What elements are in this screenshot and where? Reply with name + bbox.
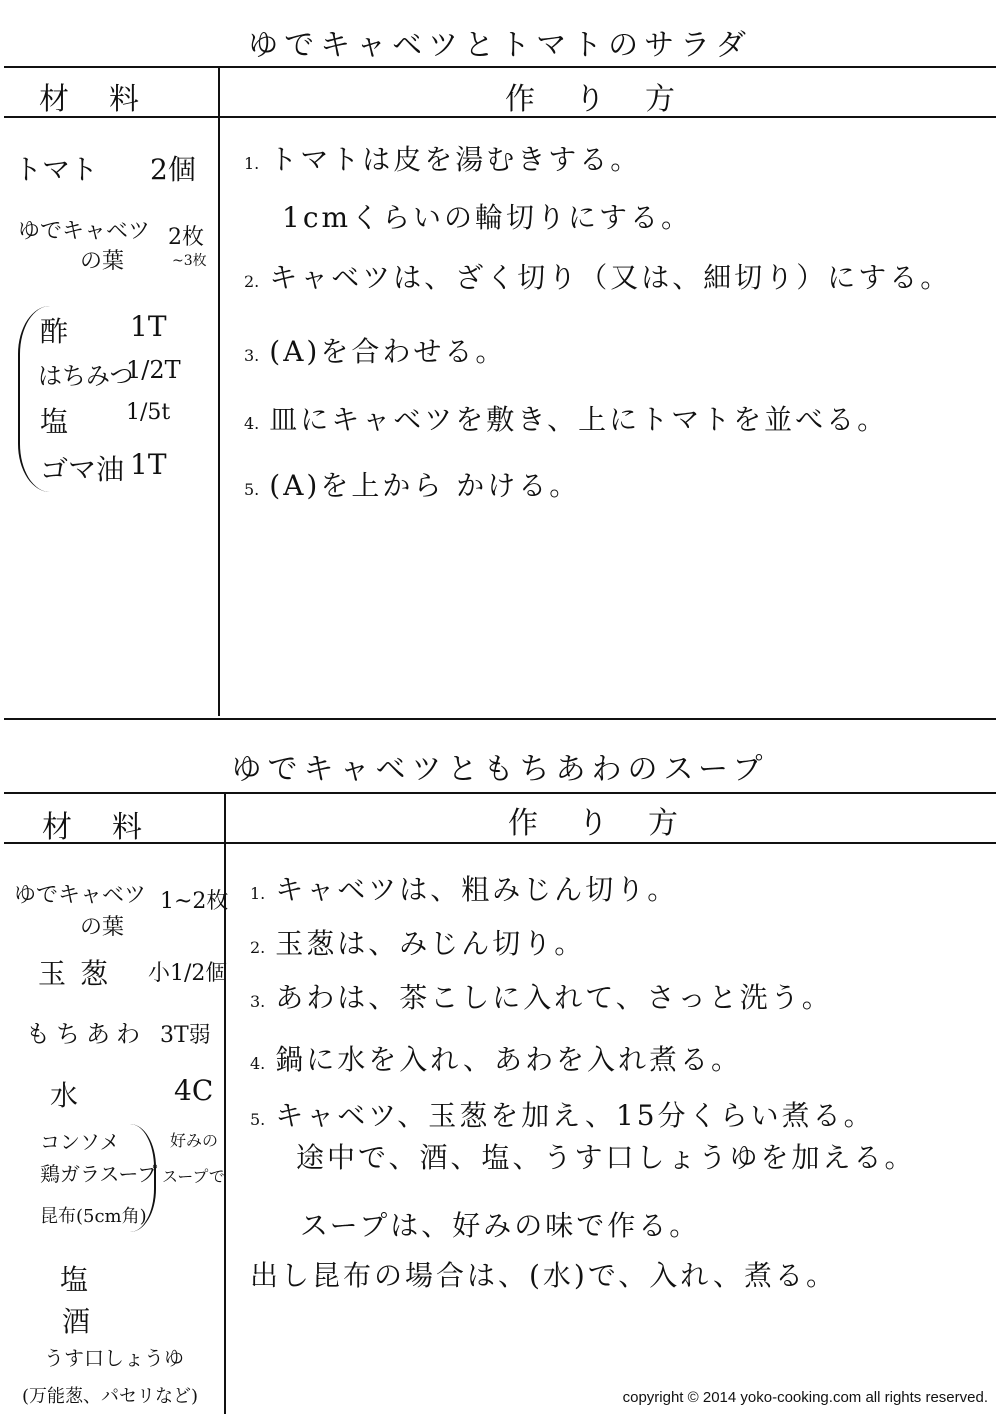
seasoning: (万能葱、パセリなど) [22, 1386, 199, 1407]
sauce-amount: 1T [130, 448, 167, 481]
soup-base-note: 好みの [170, 1131, 219, 1150]
copyright-notice: copyright © 2014 yoko-cooking.com all rights reserved. [622, 1389, 988, 1406]
sauce-name: ゴマ油 [40, 453, 125, 486]
step: 3. あわは、茶こしに入れて、さっと洗う。 [250, 981, 833, 1014]
divider [4, 66, 996, 68]
soup-base-item: コンソメ [40, 1130, 120, 1154]
recipe2-title: ゆでキャベツともちあわのスープ [231, 752, 769, 787]
ingredient-name: 水 [50, 1079, 79, 1112]
ingredient-amount: 小1/2個 [148, 961, 228, 986]
ingredient-name: ゆでキャベツ [18, 219, 151, 244]
step: 出し昆布の場合は、(水)で、入れ、煮る。 [250, 1259, 837, 1292]
soup-base-item: 鶏ガラスープ [40, 1162, 158, 1186]
seasoning: 酒 [62, 1305, 91, 1338]
step: 5. (A)を上から かける。 [244, 469, 581, 502]
divider [4, 792, 996, 794]
ingredient-amount: 4C [174, 1074, 214, 1107]
ingredient-name: もちあわ [26, 1020, 146, 1048]
soup-base-bracket [130, 1124, 156, 1232]
sauce-name: 塩 [40, 405, 69, 438]
recipe1-title: ゆでキャベツとトマトのサラダ [248, 28, 752, 63]
ingredient-name: 玉葱 [38, 957, 123, 990]
seasoning: 塩 [60, 1263, 89, 1296]
ingredient-amount: 3T弱 [160, 1023, 211, 1048]
ingredient-name: の葉 [80, 915, 125, 940]
ingredients-header: 材料 [39, 82, 179, 117]
sauce-amount: 1T [130, 310, 167, 343]
method-header: 作り方 [505, 82, 715, 117]
step: 2. 玉葱は、みじん切り。 [250, 927, 586, 960]
ingredient-name: ゆでキャベツ [14, 883, 147, 908]
ingredient-name: トマト [14, 153, 99, 186]
step: 1cmくらいの輪切りにする。 [282, 201, 693, 234]
sauce-amount: 1/2T [126, 356, 181, 384]
ingredients-header: 材料 [42, 810, 182, 845]
step: 5. キャベツ、玉葱を加え、15分くらい煮る。 [250, 1099, 875, 1132]
step: 途中で、酒、塩、うす口しょうゆを加える。 [296, 1141, 916, 1174]
step: 3. (A)を合わせる。 [244, 335, 507, 368]
ingredient-amount: ~3枚 [172, 253, 207, 269]
sauce-name: 酢 [40, 315, 69, 348]
step: 1. トマトは皮を湯むきする。 [244, 143, 642, 176]
ingredient-name: の葉 [80, 249, 125, 274]
step: 2. キャベツは、ざく切り（又は、細切り）にする。 [244, 261, 952, 294]
divider [4, 718, 996, 720]
column-divider [218, 66, 220, 716]
soup-base-note: スープで [162, 1167, 225, 1186]
step: 4. 皿にキャベツを敷き、上にトマトを並べる。 [244, 403, 889, 436]
ingredient-amount: 2枚 [168, 225, 204, 250]
sauce-name: はちみつ [38, 362, 134, 390]
sauce-amount: 1/5t [126, 400, 171, 425]
ingredient-amount: 1~2枚 [160, 889, 229, 914]
step: 1. キャベツは、粗みじん切り。 [250, 873, 679, 906]
soup-base-item: 昆布(5cm角) [40, 1206, 147, 1227]
seasoning: うす口しょうゆ [44, 1346, 184, 1370]
step: 4. 鍋に水を入れ、あわを入れ煮る。 [250, 1043, 742, 1076]
ingredient-amount: 2個 [150, 153, 196, 186]
step: スープは、好みの味で作る。 [300, 1209, 701, 1242]
method-header: 作り方 [508, 806, 718, 841]
